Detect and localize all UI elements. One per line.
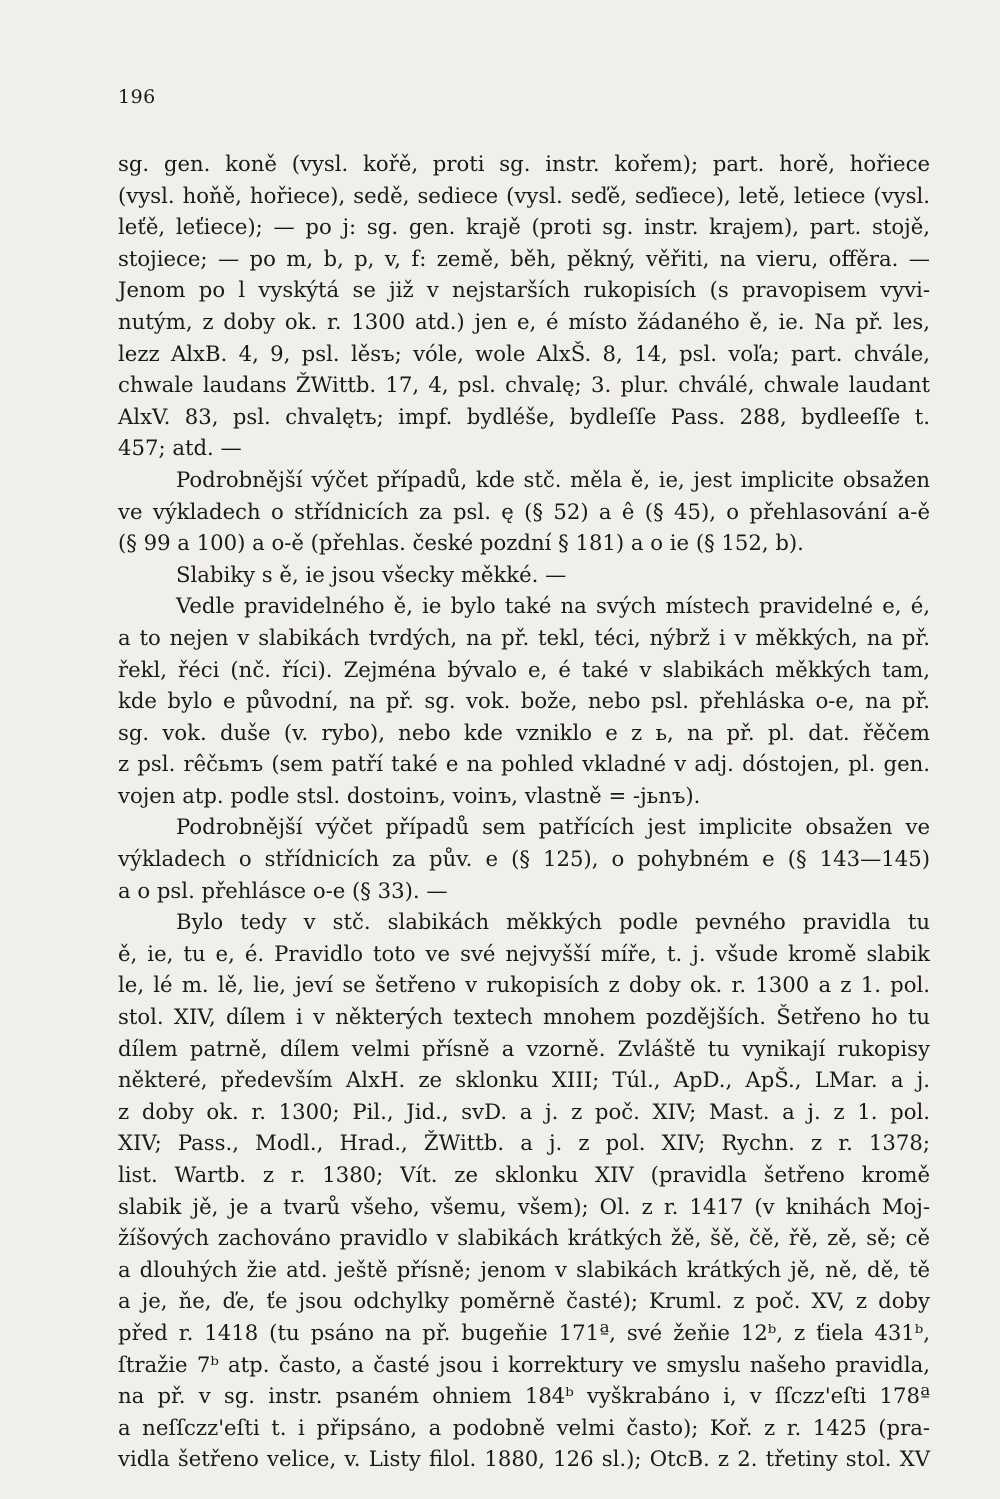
text-line: slabik jě, je a tvarů všeho, všemu, všem); Ol. z r. 1417 (v knihách Moj- [118,1193,930,1219]
text-line: 457; atd. — [118,435,242,461]
text-line: z doby ok. r. 1300; Pil., Jid., svD. a j. z poč. XIV; Mast. a j. z 1. pol. [118,1098,930,1124]
text-line: Podrobnější výčet případů sem patřících jest implicite obsažen ve [176,814,930,840]
text-line: řekl, řéci (nč. říci). Zejména bývalo e, é také v slabikách měkkých tam, [118,656,930,682]
text-line: před r. 1418 (tu psáno na př. bugeňie 171ª, své žeňie 12ᵇ, z ťiela 431ᵇ, [118,1319,930,1345]
text-line: kde bylo e původní, na př. sg. vok. bože, nebo psl. přehláska o-e, na př. [118,688,930,714]
text-line: stojiece; — po m, b, p, v, f: země, běh, pěkný, věřiti, na vieru, offěra. — [118,245,930,271]
text-line: le, lé m. lě, lie, jeví se šetřeno v rukopisích z doby ok. r. 1300 a z 1. pol. [118,972,930,998]
text-line: ě, ie, tu e, é. Pravidlo toto ve své nejvyšší míře, t. j. všude kromě slabik [118,940,930,966]
text-line: chwale laudans ŽWittb. 17, 4, psl. chvalę; 3. plur. chválé, chwale laudant [118,372,930,398]
page-number: 196 [118,86,156,108]
text-line: ſtražie 7ᵇ atp. často, a časté jsou i korrektury ve smyslu našeho pravidla, [118,1351,930,1377]
text-line: a to nejen v slabikách tvrdých, na př. tekl, téci, nýbrž i v měkkých, na př. [118,624,930,650]
text-line: výkladech o střídnicích za pův. e (§ 125), o pohybném e (§ 143—145) [118,846,930,872]
text-line: a neſſczz'eſti t. i připsáno, a podobně velmi často); Koř. z r. 1425 (pra- [118,1414,930,1440]
text-line: vojen atp. podle stsl. dostoinъ, voinъ, vlastně = -jьnъ). [118,782,701,808]
text-line: Jenom po l vyskýtá se již v nejstarších rukopisích (s pravopisem vyvi- [118,277,930,303]
text-line: leťě, leťiece); — po j: sg. gen. krajě (proti sg. instr. krajem), part. stojě, [118,214,930,240]
text-line: list. Wartb. z r. 1380; Vít. ze sklonku XIV (pravidla šetřeno kromě [118,1162,930,1187]
text-line: Vedle pravidelného ě, ie bylo také na svých místech pravidelné e, é, [176,593,930,619]
text-line: žíšových zachováno pravidlo v slabikách krátkých žě, šě, čě, řě, zě, sě; cě [118,1225,930,1251]
body-text [118,148,930,1475]
text-line: sg. vok. duše (v. rybo), nebo kde vzniklo e z ь, na př. pl. dat. řěčem [118,719,930,745]
text-line: Slabiky s ě, ie jsou všecky měkké. — [176,561,567,587]
text-line: Podrobnější výčet případů, kde stč. měla ě, ie, jest implicite obsažen [176,466,930,492]
text-line: a je, ňe, ďe, ťe jsou odchylky poměrně časté); Kruml. z poč. XV, z doby [118,1288,930,1314]
text-line: vidla šetřeno velice, v. Listy filol. 1880, 126 sl.); OtcB. z 2. třetiny stol. XV [118,1446,930,1472]
text-line: nutým, z doby ok. r. 1300 atd.) jen e, é místo žádaného ě, ie. Na př. les, [118,308,930,334]
text-line: některé, především AlxH. ze sklonku XIII; Túl., ApD., ApŠ., LMar. a j. [118,1067,930,1093]
text-line: a o psl. přehlásce o-e (§ 33). — [118,877,448,903]
text-line: a dlouhých žie atd. ještě přísně; jenom v slabikách krátkých jě, ně, dě, tě [118,1256,930,1282]
text-line: lezz AlxB. 4, 9, psl. lěsъ; vóle, wole AlxŠ. 8, 14, psl. voľa; part. chvále, [118,340,930,366]
text-line: sg. gen. koně (vysl. kořě, proti sg. instr. kořem); part. horě, hořiece [118,151,930,176]
text-line: ve výkladech o střídnicích za psl. ę (§ 52) a ê (§ 45), o přehlasování a-ě [118,498,930,524]
text-line: na př. v sg. instr. psaném ohniem 184ᵇ vyškrabáno i, v ſſczz'eſti 178ª [118,1383,930,1409]
text-line: dílem patrně, dílem velmi přísně a vzorně. Zvláště tu vynikají rukopisy [118,1035,930,1061]
text-line: (vysl. hoňě, hořiece), sedě, sediece (vysl. seďě, seďiece), letě, letiece (vysl. [118,182,930,208]
text-line: z psl. rêčьmъ (sem patří také e na pohled vkladné v adj. dóstojen, pl. gen. [118,751,930,777]
text-line: AlxV. 83, psl. chvalętъ; impf. bydléše, bydleſſe Pass. 288, bydleeſſe t. [118,403,930,429]
text-line: Bylo tedy v stč. slabikách měkkých podle pevného pravidla tu [176,909,930,935]
text-line: (§ 99 a 100) a o-ě (přehlas. české pozdní § 181) a o ie (§ 152, b). [118,530,804,556]
text-line: XIV; Pass., Modl., Hrad., ŽWittb. a j. z pol. XIV; Rychn. z r. 1378; [118,1130,930,1156]
text-line: stol. XIV, dílem i v některých textech mnohem pozdějších. Šetřeno ho tu [118,1004,930,1030]
